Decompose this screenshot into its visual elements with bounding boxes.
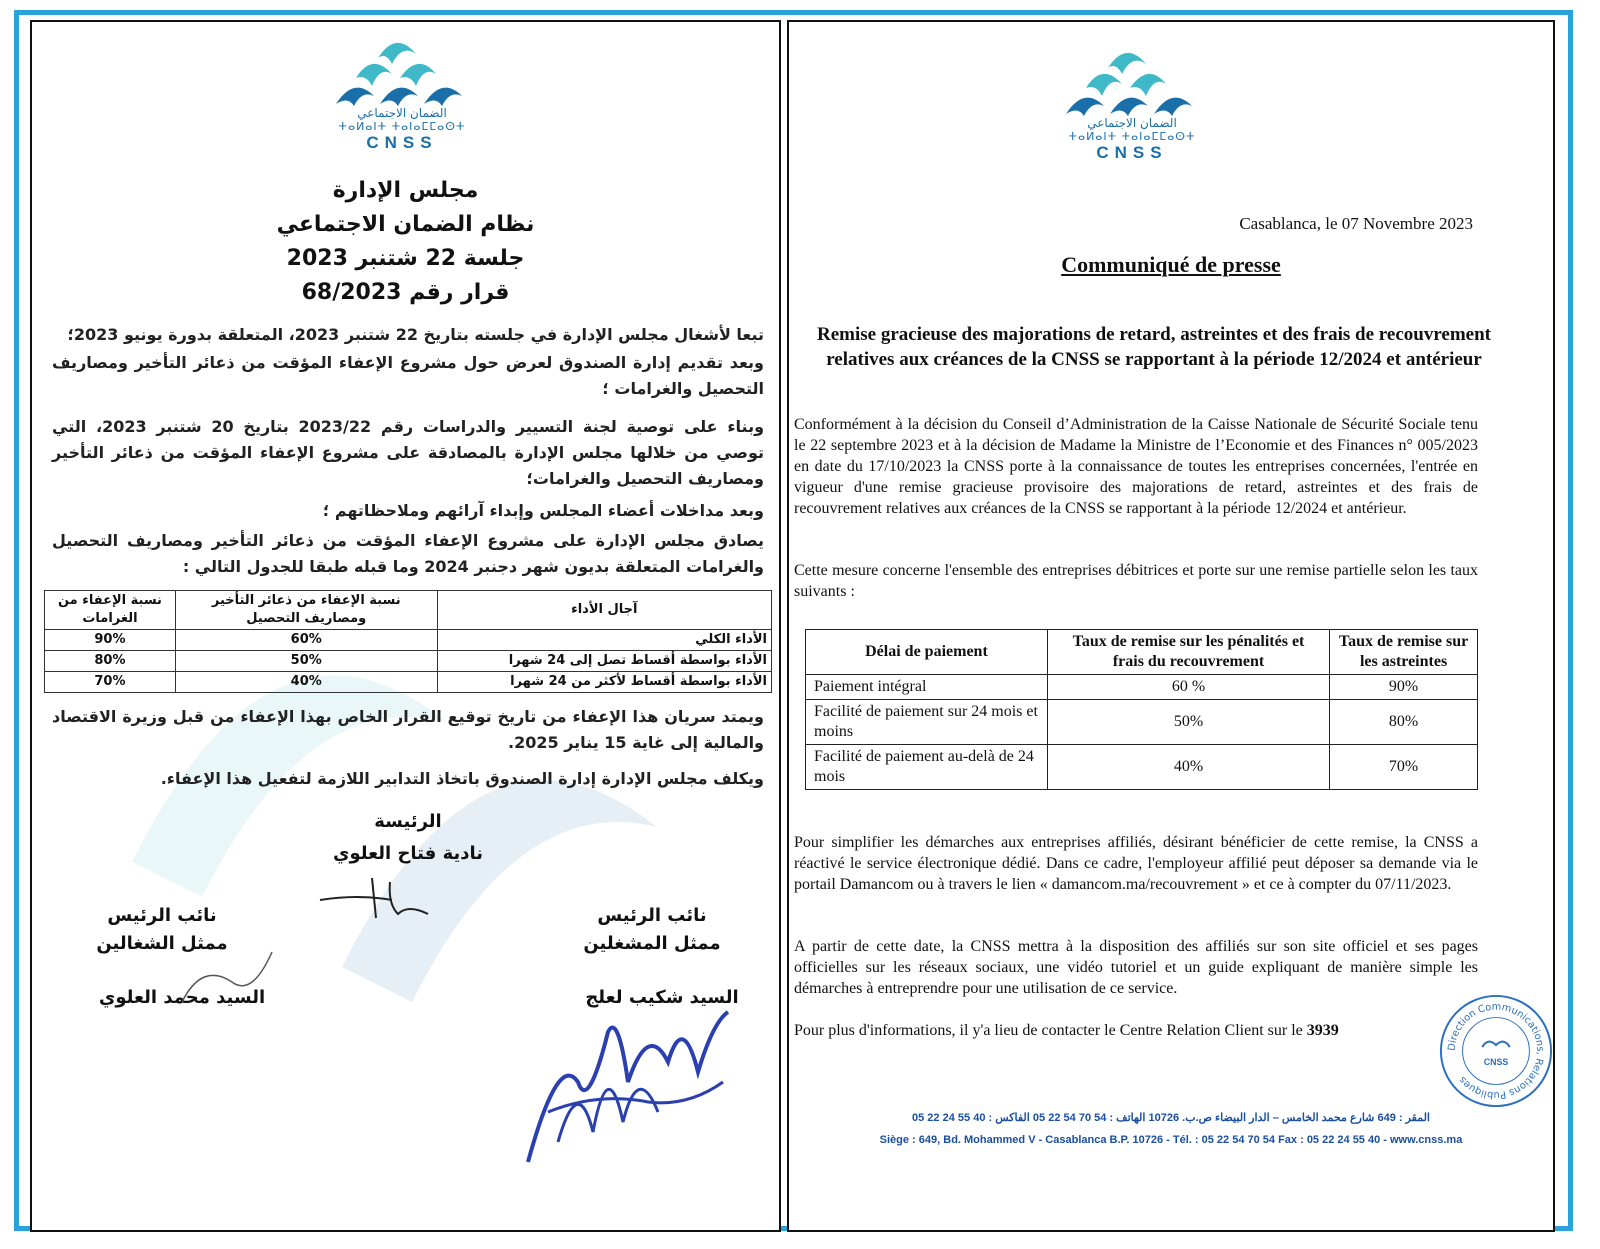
table-cell: 40% [175,672,437,693]
ar-paragraph: يصادق مجلس الإدارة على مشروع الإعفاء المؤقت من ذعائر التأخير ومصاريف التحصيل والغرامات المتعلقة بديون شهر دجنبر 2024 وما قبله طبقا للجدول التالي : [52,531,764,576]
ar-exemption-table [44,590,772,693]
table-header-row [45,591,772,630]
table-cell: 60 % [1047,675,1329,700]
table-cell: 70% [1330,745,1478,790]
table-cell: 70% [45,672,176,693]
logo-cnss-text: CNSS [366,133,438,152]
table-row [806,675,1478,700]
french-press-release-page [787,20,1555,1232]
logo-tifinagh-text: ⵜⴰⵍⴰⵏⵜ ⵜⴰⵏⴰⵎⵎⴰⵙⵜ [338,120,466,133]
table-cell: 50% [1047,700,1329,745]
logo-cnss-text: CNSS [1096,143,1168,162]
vp-workers-name: السيد محمد العلوي [98,987,266,1008]
communications-stamp [1437,992,1555,1110]
press-paragraph: Pour simplifier les démarches aux entreprises affiliés, désirant bénéficier de cette remise, la CNSS a réactivé le service électronique dédié. Dans ce cadre, l'employeur affilié peut déposer sa demande via le portail Damancom ou à travers le lien « damancom.ma/recouvrement » et ce à compter du 07/11/2023. [794,834,1478,893]
contact-number: 3939 [1306,1022,1339,1039]
vp-workers-rep: ممثل الشغالين [96,933,228,954]
president-signature [318,874,448,924]
table-cell: 90% [1330,675,1478,700]
president-role: الرئيسة [374,811,442,832]
table-row [806,700,1478,745]
logo-arabic-text: الضمان الاجتماعي [357,106,447,120]
cnss-logo-ar-page [327,34,477,153]
president-name: نادية فتاح العلوي [332,843,484,864]
table-cell: 50% [175,651,437,672]
ar-paragraph: ويمتد سريان هذا الإعفاء من تاريخ توقيع القرار الخاص بهذا الإعفاء من قبل وزيرة الاقتصاد والمالية إلى غاية 15 يناير 2025. [52,707,764,752]
cnss-logo-icon [336,34,468,106]
table-header-cell: نسبة الإعفاء من ذعائر التأخير ومصاريف التحصيل [175,591,437,630]
table-header-cell: Délai de paiement [806,630,1048,675]
table-row [806,745,1478,790]
cnss-logo-fr-page [1062,44,1202,163]
ar-paragraph: وبعد تقديم إدارة الصندوق لعرض حول مشروع الإعفاء المؤقت من ذعائر التأخير ومصاريف التحصيل والغرامات ؛ [52,353,764,398]
ar-title-system: نظام الضمان الاجتماعي [276,212,535,237]
vp-workers-role: نائب الرئيس [107,905,217,926]
table-header-cell: Taux de remise sur les pénalités et frais du recouvrement [1047,630,1329,675]
ar-title-session: جلسة 22 شتنبر 2023 [286,246,525,271]
footer-arabic-address: المقر : 649 شارع محمد الخامس – الدار البيضاء ص.ب. 10726 الهاتف : 54 70 54 22 05 الفاكس : 40 55 24 22 05 [911,1112,1430,1124]
arabic-decision-page [30,20,781,1232]
ar-paragraph: تبعا لأشغال مجلس الإدارة في جلسته بتاريخ 22 شتنبر 2023، المتعلقة بدورة يونيو 2023؛ [67,325,764,344]
table-cell: الأداء بواسطة أقساط لأكثر من 24 شهرا [437,672,771,693]
logo-tifinagh-text: ⵜⴰⵍⴰⵏⵜ ⵜⴰⵏⴰⵎⵎⴰⵙⵜ [1068,130,1196,143]
table-cell: 90% [45,630,176,651]
press-paragraph: Cette mesure concerne l'ensemble des entreprises débitrices et porte sur une remise partielle selon les taux suivants : [794,562,1478,600]
footer-french-address: Siège : 649, Bd. Mohammed V - Casablanca B.P. 10726 - Tél. : 05 22 54 70 54 Fax : 05 22 24 55 40 - www.cnss.ma [879,1134,1463,1146]
table-cell: 40% [1047,745,1329,790]
press-paragraph: A partir de cette date, la CNSS mettra à la disposition des affiliés sur son site officiel et ses pages officielles sur les réseaux sociaux, une vidéo tutoriel et un guide expliquant de manière simple les démarches à entreprendre pour une utilisation de ce service. [794,938,1478,997]
table-cell: 80% [1330,700,1478,745]
table-cell: Facilité de paiement sur 24 mois et moins [806,700,1048,745]
table-header-cell: نسبة الإعفاء من الغرامات [45,591,176,630]
ar-paragraph: ويكلف مجلس الإدارة إدارة الصندوق باتخاذ التدابير اللازمة لتفعيل هذا الإعفاء. [160,769,764,788]
contact-text: Pour plus d'informations, il y'a lieu de contacter le Centre Relation Client sur le [794,1022,1307,1039]
ar-paragraph: وبناء على توصية لجنة التسيير والدراسات رقم 2023/22 بتاريخ 20 شتنبر 2023، التي توصي من خلالها مجلس الإدارة بالمصادقة على مشروع الإعفاء المؤقت من ذعائر التأخير ومصاريف التحصيل والغرامات؛ [52,417,765,488]
table-cell: الأداء الكلي [437,630,771,651]
table-header-row [806,630,1478,675]
press-title: Communiqué de presse [1061,252,1281,277]
svg-text:CNSS: CNSS [1483,1056,1509,1067]
press-date: Casablanca, le 07 Novembre 2023 [1239,214,1473,233]
ar-paragraph: وبعد مداخلات أعضاء المجلس وإبداء آرائهم وملاحظاتهم ؛ [322,501,764,520]
table-row [45,672,772,693]
logo-arabic-text: الضمان الاجتماعي [1087,116,1177,130]
vp-employers-rep: ممثل المشغلين [583,933,721,954]
press-paragraph: Conformément à la décision du Conseil d’Administration de la Caisse Nationale de Sécurité Sociale tenu le 22 septembre 2023 et à la décision de Madame la Ministre de l’Economie et des Finances n° 005/2023 en date du 17/10/2023 la CNSS porte à la connaissance de toutes les entreprises concernées, l'entrée en vigueur d'une remise gracieuse provisoire des majorations de retard, astreintes et des frais de recouvrement relatives aux créances de la CNSS se rapportant à la période 12/2024 et antérieur. [794,416,1478,517]
table-row [45,651,772,672]
table-header-cell: Taux de remise sur les astreintes [1330,630,1478,675]
press-subject: Remise gracieuse des majorations de retard, astreintes et des frais de recouvrement relatives aux créances de la CNSS se rapportant à la période 12/2024 et antérieur [817,324,1491,370]
remise-rates-table [805,629,1478,790]
ar-title-board: مجلس الإدارة [332,178,479,203]
press-contact-paragraph [794,1020,1434,1041]
ar-title-decision: قرار رقم 68/2023 [301,280,510,305]
vp-employers-role: نائب الرئيس [597,905,707,926]
table-cell: Paiement intégral [806,675,1048,700]
table-cell: 80% [45,651,176,672]
table-cell: Facilité de paiement au-delà de 24 mois [806,745,1048,790]
workers-vp-signature [172,942,282,1012]
table-cell: 60% [175,630,437,651]
table-cell: الأداء بواسطة أقساط تصل إلى 24 شهرا [437,651,771,672]
table-row [45,630,772,651]
svg-text:Direction Communications, Rela: Direction Communications, Relations Publiques [1446,1001,1546,1101]
vp-employers-name: السيد شكيب لعلج [585,987,739,1008]
cnss-logo-icon [1066,44,1198,116]
employers-vp-signature [518,992,738,1172]
table-header-cell: آجال الأداء [437,591,771,630]
